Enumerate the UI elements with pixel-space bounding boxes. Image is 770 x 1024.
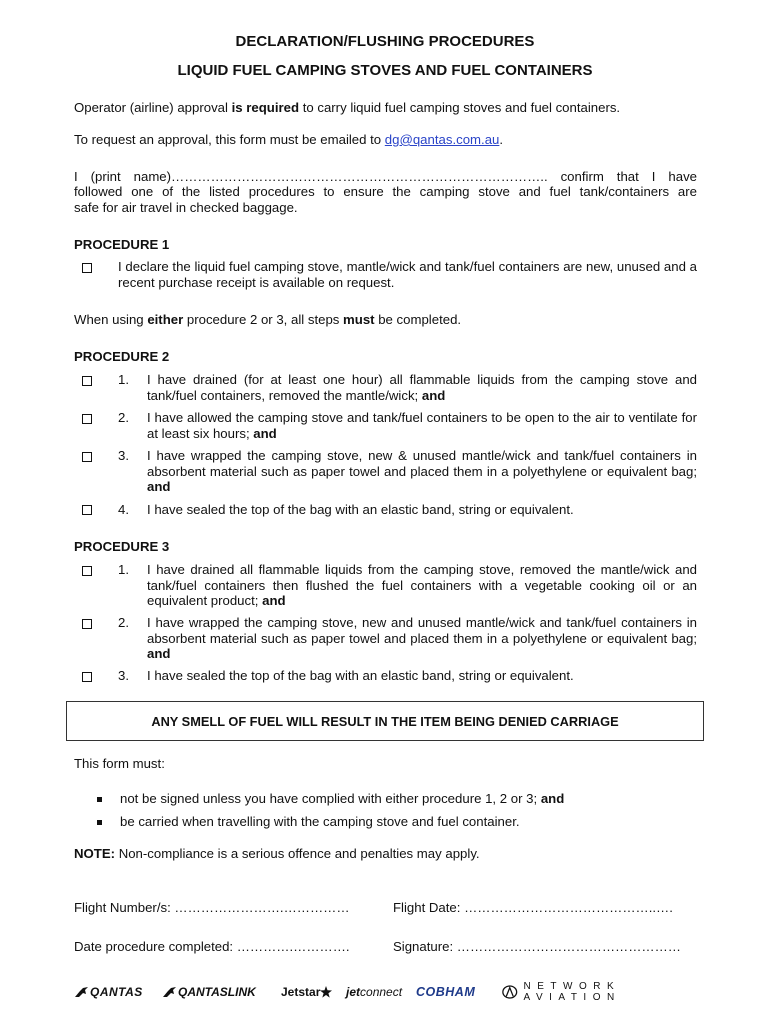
- procedure-2-step-2-number: 2.: [118, 410, 129, 425]
- step-conjunction: and: [262, 593, 286, 608]
- step-text: I have allowed the camping stove and tank/fuel containers to be open to the air to ventilate for at least six hours;: [147, 410, 697, 441]
- step-text: I have wrapped the camping stove, new and unused mantle/wick and tank/fuel containers in absorbent material such as paper towel and placed them in a polyethylene or equivalent bag;: [147, 615, 697, 646]
- confirm-line-3: safe for air travel in checked baggage.: [74, 200, 298, 215]
- form-subtitle: LIQUID FUEL CAMPING STOVES AND FUEL CONTAINERS: [177, 62, 593, 79]
- request-text-pre: To request an approval, this form must be emailed to: [74, 132, 385, 147]
- fuel-warning-text: ANY SMELL OF FUEL WILL RESULT IN THE ITEM BEING DENIED CARRIAGE: [151, 713, 619, 729]
- procedure-3-step-3-number: 3.: [118, 668, 129, 683]
- procedure-3-step-3-text: [147, 668, 697, 684]
- confirm-line-1: I (print name)………………………………………………………………………….. confirm that I have: [74, 169, 697, 184]
- procedure-3-step-3-checkbox[interactable]: [82, 672, 92, 682]
- qantas-wordmark: QANTAS: [90, 985, 143, 999]
- note-pre: When using: [74, 312, 148, 327]
- procedure-3-step-2-checkbox[interactable]: [82, 619, 92, 629]
- bullet-conjunction: and: [540, 791, 565, 806]
- procedure-3-step-1-checkbox[interactable]: [82, 566, 92, 576]
- qantaslink-logo: [162, 983, 256, 1001]
- procedure-2-step-4-checkbox[interactable]: [82, 505, 92, 515]
- jetconnect-wordmark-a: jet: [346, 985, 361, 999]
- compliance-note: [74, 846, 697, 862]
- form-must-label: This form must:: [74, 756, 165, 771]
- kangaroo-icon: [162, 986, 178, 998]
- jetconnect-wordmark-b: connect: [360, 985, 403, 999]
- request-text-post: .: [499, 132, 504, 147]
- step-conjunction: and: [253, 425, 277, 441]
- procedure-2-step-2-checkbox[interactable]: [82, 414, 92, 424]
- procedure-2-heading: PROCEDURE 2: [74, 349, 170, 364]
- procedure-3-step-2-number: 2.: [118, 615, 129, 630]
- step-text: I have drained (for at least one hour) all flammable liquids from the camping stove and tank/fuel containers, removed the mantle/wick;: [147, 372, 697, 403]
- procedure-2-step-2-text: [147, 410, 697, 441]
- procedure-2-step-1-number: 1.: [118, 372, 129, 387]
- qantas-logo: [74, 983, 143, 1001]
- procedure-2-step-4-number: 4.: [118, 502, 129, 517]
- email-link[interactable]: dg@qantas.com.au: [384, 132, 500, 147]
- approval-text-post: to carry liquid fuel camping stoves and fuel containers.: [299, 100, 621, 115]
- flight-date-field[interactable]: Flight Date: ……………………………………..….: [393, 900, 673, 915]
- bullet-icon: [97, 797, 102, 802]
- jetstar-wordmark: Jetstar: [281, 985, 321, 999]
- form-must-bullet-2: be carried when travelling with the camping stove and fuel container.: [120, 814, 520, 829]
- approval-statement: [74, 100, 697, 116]
- note-mid: procedure 2 or 3, all steps: [183, 312, 344, 327]
- form-must-bullet-1: [120, 791, 564, 806]
- procedure-1-text: I declare the liquid fuel camping stove, mantle/wick and tank/fuel containers are new, unused and a recent purchase receipt is available on request.: [118, 259, 697, 290]
- kangaroo-icon: [74, 986, 90, 998]
- procedure-2-step-3-checkbox[interactable]: [82, 452, 92, 462]
- date-completed-field[interactable]: Date procedure completed: ………….………….: [74, 939, 350, 954]
- procedure-2-step-4-text: [147, 502, 697, 518]
- note-label: NOTE:: [74, 846, 116, 861]
- network-aviation-logo: [502, 983, 698, 1001]
- step-conjunction: and: [421, 387, 446, 403]
- step-text: I have drained all flammable liquids from the camping stove, removed the mantle/wick and tank/fuel containers then flushed the fuel containers with a vegetable cooking oil or an equivalent product;: [147, 562, 697, 608]
- signature-field[interactable]: Signature: ……………………………………………: [393, 939, 681, 954]
- note-bold-either: either: [147, 312, 184, 327]
- cobham-logo: [416, 983, 475, 1001]
- network-aviation-wordmark: NETWORK AVIATION: [523, 981, 621, 1003]
- procedure-3-heading: PROCEDURE 3: [74, 539, 170, 554]
- note-bold-must: must: [343, 312, 375, 327]
- airline-logos-footer: [74, 983, 698, 1001]
- request-statement: [74, 132, 697, 148]
- step-conjunction: and: [147, 479, 171, 494]
- step-text: I have sealed the top of the bag with an elastic band, string or equivalent.: [147, 668, 574, 683]
- note-post: be completed.: [374, 312, 462, 327]
- jetconnect-logo: [346, 983, 402, 1001]
- flight-number-field[interactable]: Flight Number/s: …………………….……………: [74, 900, 350, 915]
- bullet-icon: [97, 820, 102, 825]
- procedure-1-heading: PROCEDURE 1: [74, 237, 170, 252]
- cobham-wordmark: COBHAM: [416, 985, 476, 999]
- jetstar-logo: [281, 983, 332, 1001]
- step-text: I have wrapped the camping stove, new & unused mantle/wick and tank/fuel containers in absorbent material such as paper towel and placed them in a polyethylene or equivalent bag;: [147, 448, 697, 479]
- qantaslink-wordmark: QANTASLINK: [178, 985, 256, 999]
- procedure-3-step-1-number: 1.: [118, 562, 129, 577]
- step-text: I have sealed the top of the bag with an elastic band, string or equivalent.: [147, 502, 574, 517]
- network-aviation-emblem-icon: [502, 984, 518, 1000]
- star-icon: [320, 986, 332, 998]
- procedure-2-step-1-text: [147, 372, 697, 403]
- procedure-1-checkbox[interactable]: [82, 263, 92, 273]
- fuel-warning-box: [66, 701, 704, 741]
- procedure-2-step-3-text: [147, 448, 697, 495]
- procedure-3-step-2-text: [147, 615, 697, 662]
- approval-text-bold: is required: [231, 100, 300, 115]
- form-title: DECLARATION/FLUSHING PROCEDURES: [235, 33, 535, 50]
- bullet-text: not be signed unless you have complied with either procedure 1, 2 or 3;: [120, 791, 538, 806]
- note-text: Non-compliance is a serious offence and penalties may apply.: [115, 846, 480, 861]
- procedure-2-step-3-number: 3.: [118, 448, 129, 463]
- procedure-2-step-1-checkbox[interactable]: [82, 376, 92, 386]
- step-conjunction: and: [147, 646, 171, 661]
- confirm-line-2: followed one of the listed procedures to ensure the camping stove and fuel tank/containers are: [74, 184, 697, 199]
- procedure-3-step-1-text: [147, 562, 697, 609]
- approval-text-pre: Operator (airline) approval: [74, 100, 232, 115]
- either-procedure-note: [74, 312, 697, 328]
